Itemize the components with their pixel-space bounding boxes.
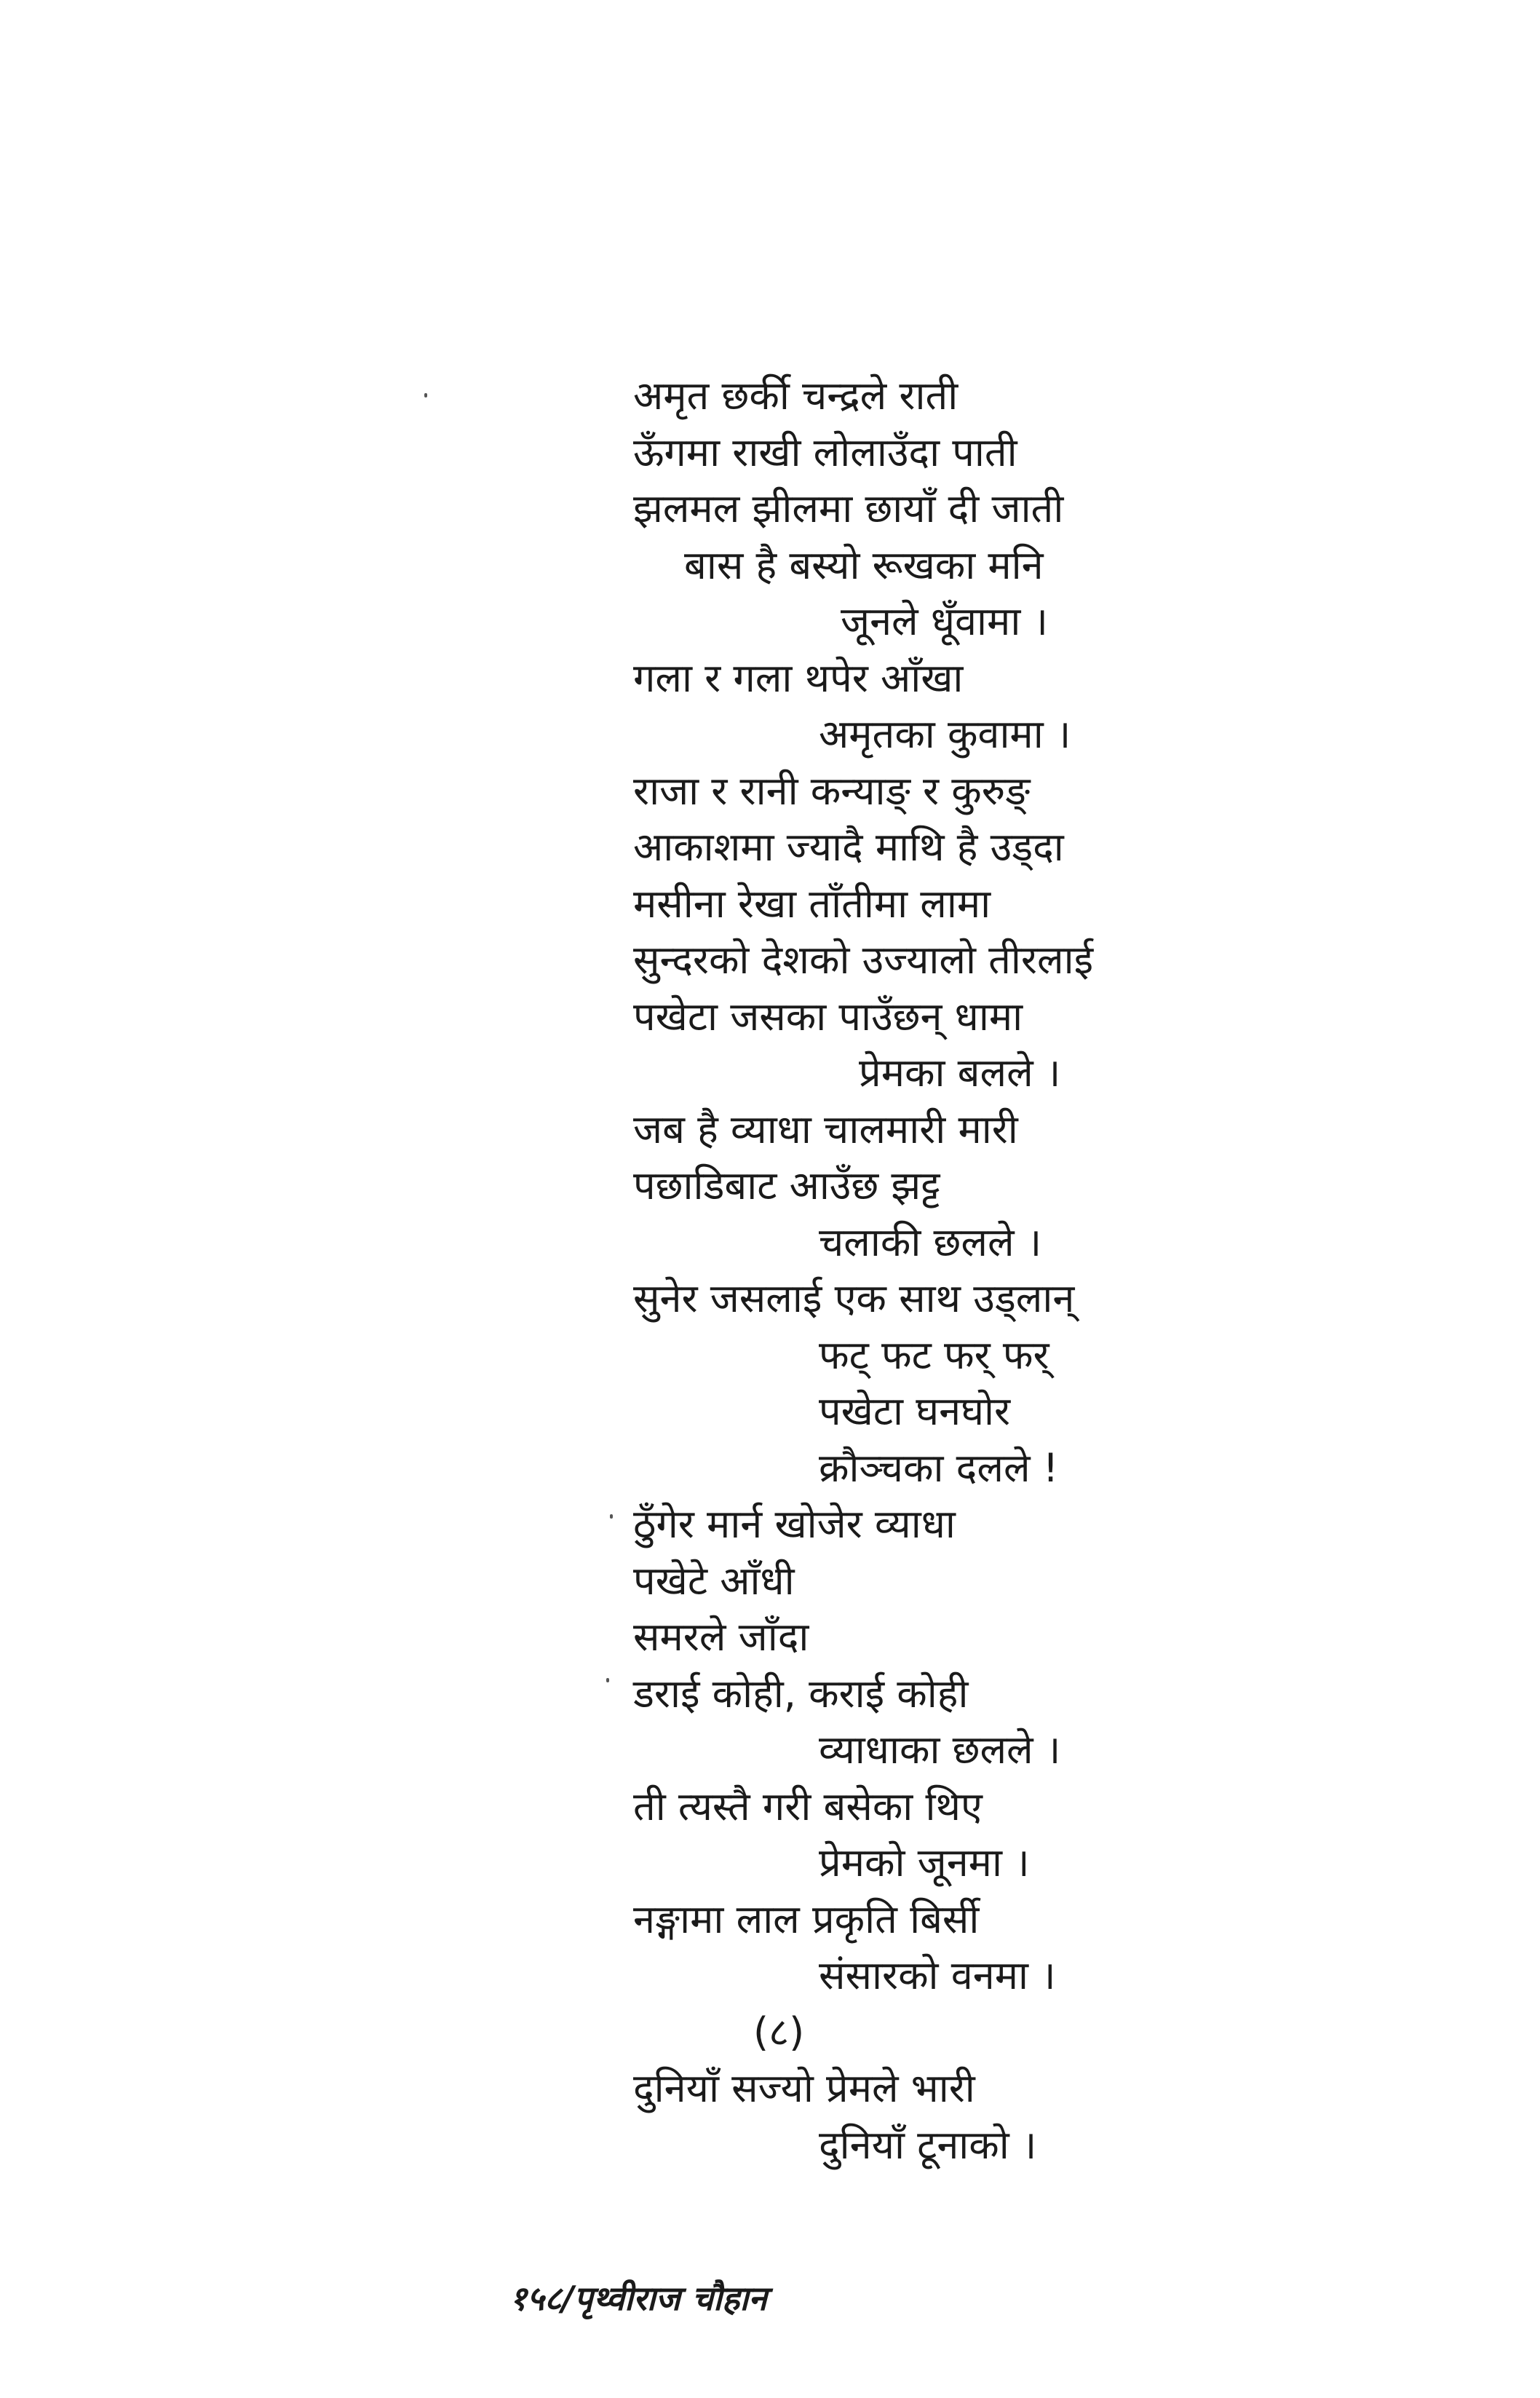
poem-line: क्रौञ्चका दलले ! <box>819 1444 1059 1491</box>
poem-line: पछाडिबाट आउँछ झट्ट <box>633 1163 940 1208</box>
poem-line: सुन्दरको देशको उज्यालो तीरलाई <box>633 937 1094 983</box>
scan-speck <box>424 393 427 397</box>
poem-line: नङ्गामा लाल प्रकृति बिर्सी <box>633 1896 980 1942</box>
poem-line: समरले जाँदा <box>633 1614 809 1660</box>
poem-line: आकाशमा ज्यादै माथि है उड्दा <box>633 824 1064 870</box>
poem-line: ऊँगमा राखी लोलाउँदा पाती <box>633 429 1017 475</box>
poem-line: अमृत छर्की चन्द्रले राती <box>633 373 958 419</box>
poem-line: ठुँगेर मार्न खोजेर व्याधा <box>633 1501 956 1547</box>
poem-line: पखेटे आँधी <box>633 1557 795 1604</box>
poem-line: जब है व्याधा चालमारी मारी <box>633 1106 1018 1152</box>
poem-line: दुनियाँ टूनाको । <box>819 2121 1037 2168</box>
poem-line: संसारको वनमा । <box>819 1952 1056 1998</box>
scan-speck <box>610 1514 613 1519</box>
poem-line: राजा र रानी कन्याङ् र कुरुङ् <box>633 767 1031 814</box>
poem-line: जूनले धूँवामा । <box>841 598 1048 644</box>
poem-line: गला र गला थपेर आँखा <box>633 654 964 701</box>
poem-block <box>633 368 1470 2173</box>
poem-line: पखेटा घनघोर <box>819 1388 1011 1434</box>
poem-line: प्रेमका बलले । <box>859 1050 1061 1096</box>
poem-line: चलाकी छलले । <box>819 1219 1042 1265</box>
poem-line: झलमल झीलमा छायाँ दी जाती <box>633 486 1064 531</box>
poem-line: सुनेर जसलाई एक साथ उड्लान् <box>633 1275 1075 1321</box>
scan-speck <box>606 1678 609 1682</box>
section-number: (८) <box>753 2009 805 2055</box>
poem-line: दुनियाँ सज्यो प्रेमले भारी <box>633 2065 975 2111</box>
poem-line: डराई कोही, कराई कोही <box>633 1670 969 1717</box>
poem-line: अमृतका कुवामा । <box>819 711 1071 757</box>
poem-line: मसीना रेखा ताँतीमा लामा <box>633 880 991 927</box>
poem-line: प्रेमको जूनमा । <box>819 1840 1030 1885</box>
poem-line: पखेटा जसका पाउँछन् धामा <box>633 993 1023 1040</box>
page-footer: १५८/पृथ्वीराज चौहान <box>509 2279 767 2318</box>
poem-line: ती त्यस्तै गरी बसेका थिए <box>633 1783 983 1829</box>
poem-line: फट् फट फर् फर् <box>819 1331 1049 1378</box>
poem-line: बास है बस्यो रूखका मनि <box>684 542 1044 588</box>
poem-line: व्याधाका छलले । <box>819 1727 1061 1773</box>
